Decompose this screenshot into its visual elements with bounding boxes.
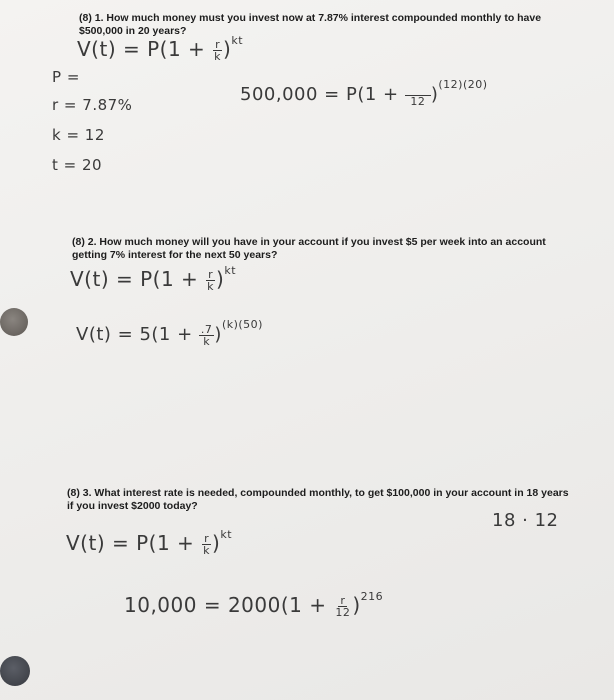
q1-formula-den: k xyxy=(214,50,222,63)
q2-work-exp: (k)(50) xyxy=(221,318,263,331)
q2-formula-lhs: V(t) = P(1 + xyxy=(70,267,206,291)
q1-eq-fraction xyxy=(405,84,431,107)
q2-formula-den: k xyxy=(207,280,215,293)
q2-formula-exp: kt xyxy=(224,264,237,277)
q1-formula-fraction xyxy=(212,39,223,62)
q1-var-t: t = 20 xyxy=(52,156,103,174)
q1-var-r: r = 7.87% xyxy=(52,96,133,114)
q2-work: V(t) = 5(1 + $\frac{.7}{k}$ )$^{(k)(50)}$ xyxy=(76,318,263,348)
q2-work-lhs: V(t) = 5(1 + xyxy=(76,324,199,345)
q3-formula: V(t) = P(1 + $\frac{r}{k}$ )$^{kt}$ xyxy=(66,528,233,557)
q2-formula: V(t) = P(1 + $\frac{r}{k}$ )$^{kt}$ xyxy=(70,264,237,293)
q1-prompt: (8) 1. How much money must you invest now at 7.87% interest compounded monthly to have $500,000 in 20 years? xyxy=(79,12,542,37)
q3-formula-exp: kt xyxy=(220,528,233,541)
q1-eq-lhs: 500,000 = P(1 + xyxy=(240,84,405,105)
q3-prompt: (8) 3. What interest rate is needed, compounded monthly, to get $100,000 in your account in 18 years if you invest $2000 today? xyxy=(67,487,569,512)
q3-formula-fraction xyxy=(201,533,212,556)
q1-var-p: P = xyxy=(52,68,80,86)
q3-eq-lhs: 10,000 = 2000(1 + xyxy=(124,593,334,617)
q3-equation: 10,000 = 2000(1 + $\frac{r}{12}$ )$^{216}$ xyxy=(124,590,384,619)
q1-var-k: k = 12 xyxy=(52,126,105,144)
q3-formula-num: r xyxy=(204,532,210,545)
binder-hole-top xyxy=(0,308,28,336)
q1-eq-num xyxy=(405,84,431,96)
q3-eq-den: 12 xyxy=(335,606,351,619)
q1-formula-num: r xyxy=(215,38,221,51)
q2-prompt: (8) 2. How much money will you have in your account if you invest $5 per week into an account getting 7% interest for the next 50 years? xyxy=(72,236,546,261)
q1-formula: V(t) = P(1 + $\frac{r}{k}$ )$^{kt}$ xyxy=(77,34,244,63)
q1-eq-exp: (12)(20) xyxy=(438,78,488,91)
q2-work-den: k xyxy=(203,334,211,348)
q1-formula-lhs: V(t) = P(1 + xyxy=(77,37,213,61)
q2-work-num: .7 xyxy=(200,322,213,336)
q3-formula-den: k xyxy=(203,544,211,557)
q2-formula-fraction xyxy=(205,269,216,292)
q3-eq-num: r xyxy=(340,594,346,607)
q3-eq-exp: 216 xyxy=(360,590,384,603)
q3-formula-lhs: V(t) = P(1 + xyxy=(66,531,202,555)
q2-formula-num: r xyxy=(208,268,214,281)
q3-eq-fraction xyxy=(333,595,352,618)
q1-eq-den: 12 xyxy=(410,94,426,108)
q3-note: 18 · 12 xyxy=(492,510,559,531)
q2-work-fraction xyxy=(199,324,215,347)
binder-hole-bottom xyxy=(0,656,30,686)
q1-formula-exp: kt xyxy=(231,34,244,47)
q1-equation: 500,000 = P(1 + 12 )$^{(12)(20)}$ xyxy=(240,78,488,108)
